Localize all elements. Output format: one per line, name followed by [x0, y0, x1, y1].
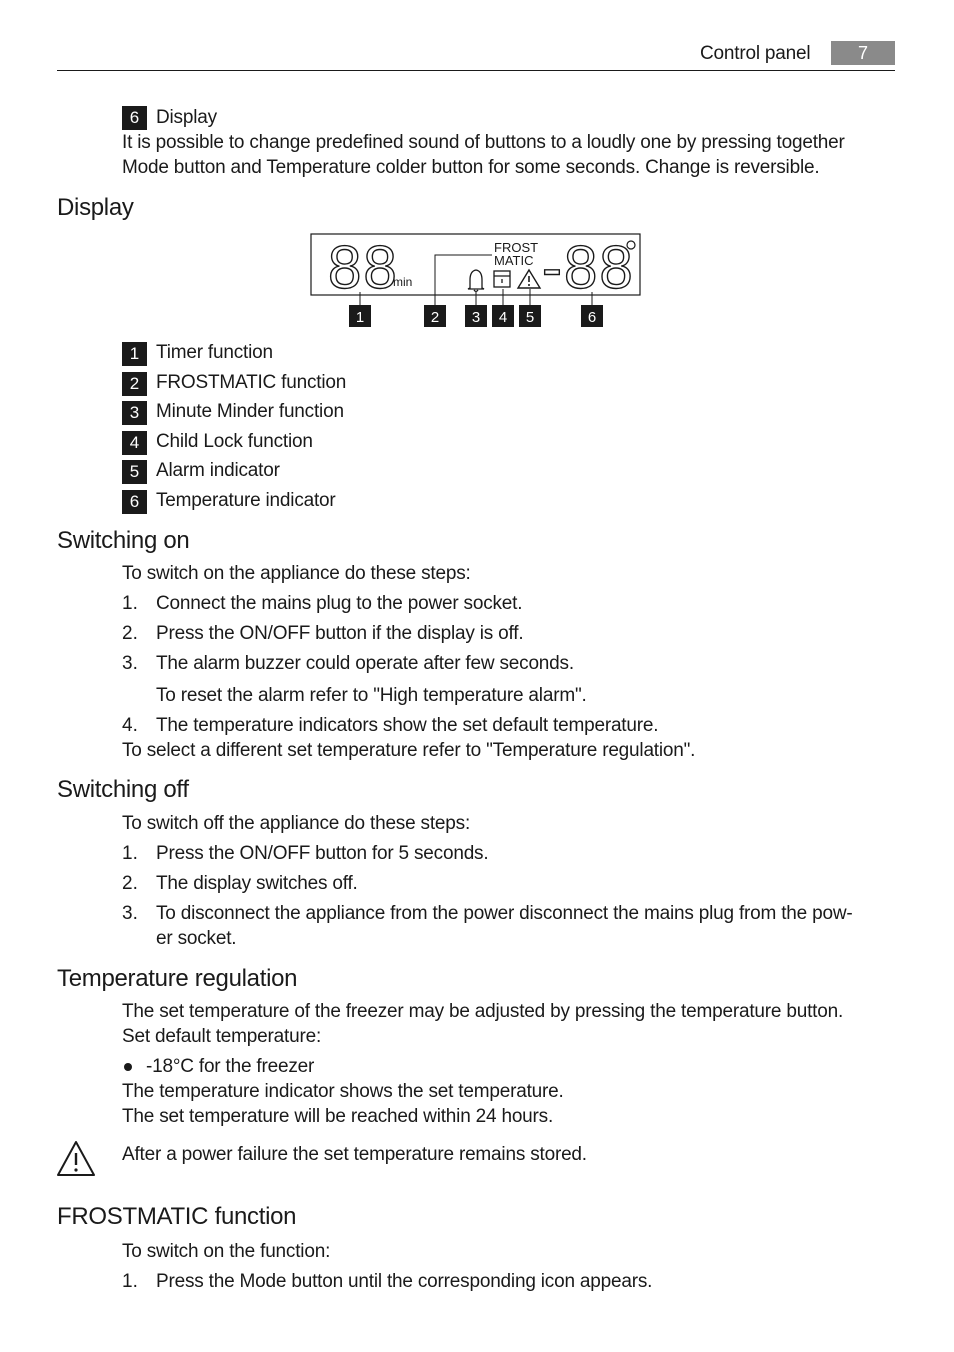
intro-line-1: It is possible to change predefined sound of buttons to a loudly one by pressing together	[122, 132, 845, 153]
legend-label-1: Timer function	[156, 342, 273, 363]
switching-off-heading: Switching off	[57, 776, 189, 803]
switching-off-step-num-3: 3.	[122, 903, 138, 924]
timer-digits: 88	[328, 234, 399, 301]
switching-on-step-3-note: To reset the alarm refer to "High temperature alarm".	[156, 685, 587, 706]
temp-digits: -88	[542, 234, 635, 301]
warning-text: After a power failure the set temperature remains stored.	[122, 1144, 587, 1165]
switching-on-step-num-1: 1.	[122, 593, 138, 614]
legend-badge-3: 3	[122, 401, 147, 425]
switching-off-step-1: Press the ON/OFF button for 5 seconds.	[156, 843, 489, 864]
bell-icon	[468, 270, 484, 292]
callout-4: 4	[498, 309, 508, 326]
switching-off-step-num-2: 2.	[122, 873, 138, 894]
switching-on-step-num-2: 2.	[122, 623, 138, 644]
header-rule	[57, 70, 895, 71]
frostmatic-intro: To switch on the function:	[122, 1241, 331, 1262]
switching-on-intro: To switch on the appliance do these steps:	[122, 563, 471, 584]
frost-label-1: FROST	[494, 240, 539, 255]
switching-off-step-3: To disconnect the appliance from the power disconnect the mains plug from the pow-	[156, 903, 853, 924]
callout-6: 6	[587, 309, 597, 326]
display-heading: Display	[57, 194, 134, 221]
switching-off-step-3-cont: er socket.	[156, 928, 237, 949]
legend-badge-4: 4	[122, 431, 147, 455]
callout-2: 2	[430, 309, 440, 326]
temperature-line-1: The set temperature of the freezer may be adjusted by pressing the temperature button.	[122, 1001, 844, 1022]
temperature-line-3: The temperature indicator shows the set temperature.	[122, 1081, 564, 1102]
switching-off-intro: To switch off the appliance do these steps:	[122, 813, 471, 834]
switching-on-step-1: Connect the mains plug to the power socket.	[156, 593, 523, 614]
warning-triangle-icon	[56, 1140, 96, 1178]
switching-on-step-num-4: 4.	[122, 715, 138, 736]
switching-on-step-2: Press the ON/OFF button if the display is off.	[156, 623, 524, 644]
frost-label-2: MATIC	[494, 253, 534, 268]
legend-badge-1: 1	[122, 342, 147, 366]
switching-on-step-4: The temperature indicators show the set default temperature.	[156, 715, 659, 736]
temperature-line-2: Set default temperature:	[122, 1026, 322, 1047]
temperature-line-4: The set temperature will be reached within 24 hours.	[122, 1106, 554, 1127]
switching-off-step-2: The display switches off.	[156, 873, 358, 894]
switching-on-step-3: The alarm buzzer could operate after few seconds.	[156, 653, 574, 674]
frostmatic-step-1: Press the Mode button until the corresponding icon appears.	[156, 1271, 653, 1292]
legend-label-4: Child Lock function	[156, 431, 313, 452]
switching-on-heading: Switching on	[57, 527, 190, 554]
intro-label: Display	[156, 107, 217, 128]
switching-off-step-num-1: 1.	[122, 843, 138, 864]
legend-label-5: Alarm indicator	[156, 460, 280, 481]
temperature-bullet: -18°C for the freezer	[146, 1056, 315, 1077]
switching-on-step-num-3: 3.	[122, 653, 138, 674]
legend-badge-5: 5	[122, 460, 147, 484]
callout-1: 1	[355, 309, 365, 326]
bullet-icon	[124, 1063, 132, 1071]
intro-badge: 6	[122, 106, 147, 130]
callout-5: 5	[525, 309, 535, 326]
frostmatic-step-num-1: 1.	[122, 1271, 138, 1292]
legend-badge-2: 2	[122, 372, 147, 396]
section-title: Control panel	[700, 43, 811, 64]
intro-line-2: Mode button and Temperature colder button for some seconds. Change is reversible.	[122, 157, 820, 178]
callout-3: 3	[471, 309, 481, 326]
timer-unit: min	[393, 275, 413, 289]
switching-on-outro: To select a different set temperature refer to "Temperature regulation".	[122, 740, 696, 761]
frostmatic-leader	[435, 255, 492, 306]
legend-badge-6: 6	[122, 490, 147, 514]
legend-label-6: Temperature indicator	[156, 490, 336, 511]
legend-label-2: FROSTMATIC function	[156, 372, 347, 393]
frostmatic-heading: FROSTMATIC function	[57, 1203, 297, 1230]
display-panel-diagram	[300, 228, 650, 332]
temperature-regulation-heading: Temperature regulation	[57, 965, 298, 992]
page-number: 7	[831, 41, 895, 65]
legend-label-3: Minute Minder function	[156, 401, 344, 422]
